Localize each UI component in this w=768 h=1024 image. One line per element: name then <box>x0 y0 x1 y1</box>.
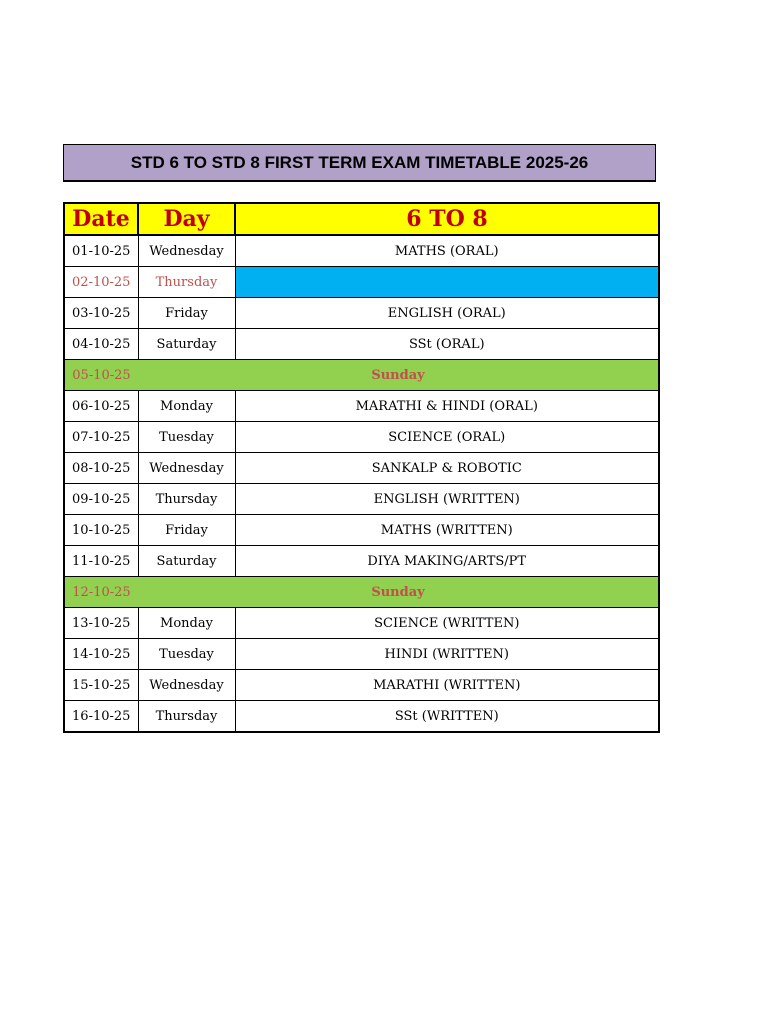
row-date: 13-10-25 <box>64 608 138 639</box>
row-date: 04-10-25 <box>64 329 138 360</box>
row-day: Thursday <box>138 484 235 515</box>
table-row <box>64 515 659 546</box>
row-subject: MATHS (ORAL) <box>235 235 659 267</box>
row-subject: SCIENCE (WRITTEN) <box>235 608 659 639</box>
row-date: 07-10-25 <box>64 422 138 453</box>
row-subject: DIYA MAKING/ARTS/PT <box>235 546 659 577</box>
row-day: Monday <box>138 608 235 639</box>
row-subject: MATHS (WRITTEN) <box>235 515 659 546</box>
row-date: 15-10-25 <box>64 670 138 701</box>
table-row <box>64 546 659 577</box>
table-row <box>64 608 659 639</box>
row-subject: SANKALP & ROBOTIC <box>235 453 659 484</box>
table-row <box>64 453 659 484</box>
table-row-sunday <box>64 577 659 608</box>
table-header-row <box>64 203 659 235</box>
table-row <box>64 639 659 670</box>
row-date: 08-10-25 <box>64 453 138 484</box>
row-subject: ENGLISH (ORAL) <box>235 298 659 329</box>
header-date: Date <box>64 203 138 235</box>
row-date: 11-10-25 <box>64 546 138 577</box>
row-date: 03-10-25 <box>64 298 138 329</box>
row-date: 12-10-25 <box>64 577 138 608</box>
row-subject-holiday <box>235 267 659 298</box>
table-row <box>64 484 659 515</box>
row-subject: ENGLISH (WRITTEN) <box>235 484 659 515</box>
row-date: 05-10-25 <box>64 360 138 391</box>
row-date: 01-10-25 <box>64 235 138 267</box>
row-day: Friday <box>138 298 235 329</box>
row-subject: MARATHI & HINDI (ORAL) <box>235 391 659 422</box>
page-title: STD 6 TO STD 8 FIRST TERM EXAM TIMETABLE 2025-26 <box>63 144 656 182</box>
row-date: 02-10-25 <box>64 267 138 298</box>
row-sunday-label: Sunday <box>138 360 659 391</box>
row-date: 10-10-25 <box>64 515 138 546</box>
table-row <box>64 670 659 701</box>
row-subject: SSt (WRITTEN) <box>235 701 659 733</box>
row-date: 09-10-25 <box>64 484 138 515</box>
header-day: Day <box>138 203 235 235</box>
row-day: Thursday <box>138 701 235 733</box>
row-day: Wednesday <box>138 670 235 701</box>
table-row <box>64 391 659 422</box>
timetable <box>63 202 660 733</box>
table-row <box>64 298 659 329</box>
row-date: 16-10-25 <box>64 701 138 733</box>
row-sunday-label: Sunday <box>138 577 659 608</box>
table-row-holiday <box>64 267 659 298</box>
row-date: 14-10-25 <box>64 639 138 670</box>
row-day: Thursday <box>138 267 235 298</box>
row-date: 06-10-25 <box>64 391 138 422</box>
row-day: Tuesday <box>138 639 235 670</box>
table-row <box>64 235 659 267</box>
row-day: Saturday <box>138 546 235 577</box>
row-day: Wednesday <box>138 235 235 267</box>
table-row <box>64 422 659 453</box>
row-subject: MARATHI (WRITTEN) <box>235 670 659 701</box>
row-day: Saturday <box>138 329 235 360</box>
table-row <box>64 701 659 733</box>
table-row <box>64 329 659 360</box>
header-subject: 6 TO 8 <box>235 203 659 235</box>
row-day: Friday <box>138 515 235 546</box>
row-day: Tuesday <box>138 422 235 453</box>
row-day: Wednesday <box>138 453 235 484</box>
table-row-sunday <box>64 360 659 391</box>
row-subject: SSt (ORAL) <box>235 329 659 360</box>
row-day: Monday <box>138 391 235 422</box>
row-subject: SCIENCE (ORAL) <box>235 422 659 453</box>
row-subject: HINDI (WRITTEN) <box>235 639 659 670</box>
